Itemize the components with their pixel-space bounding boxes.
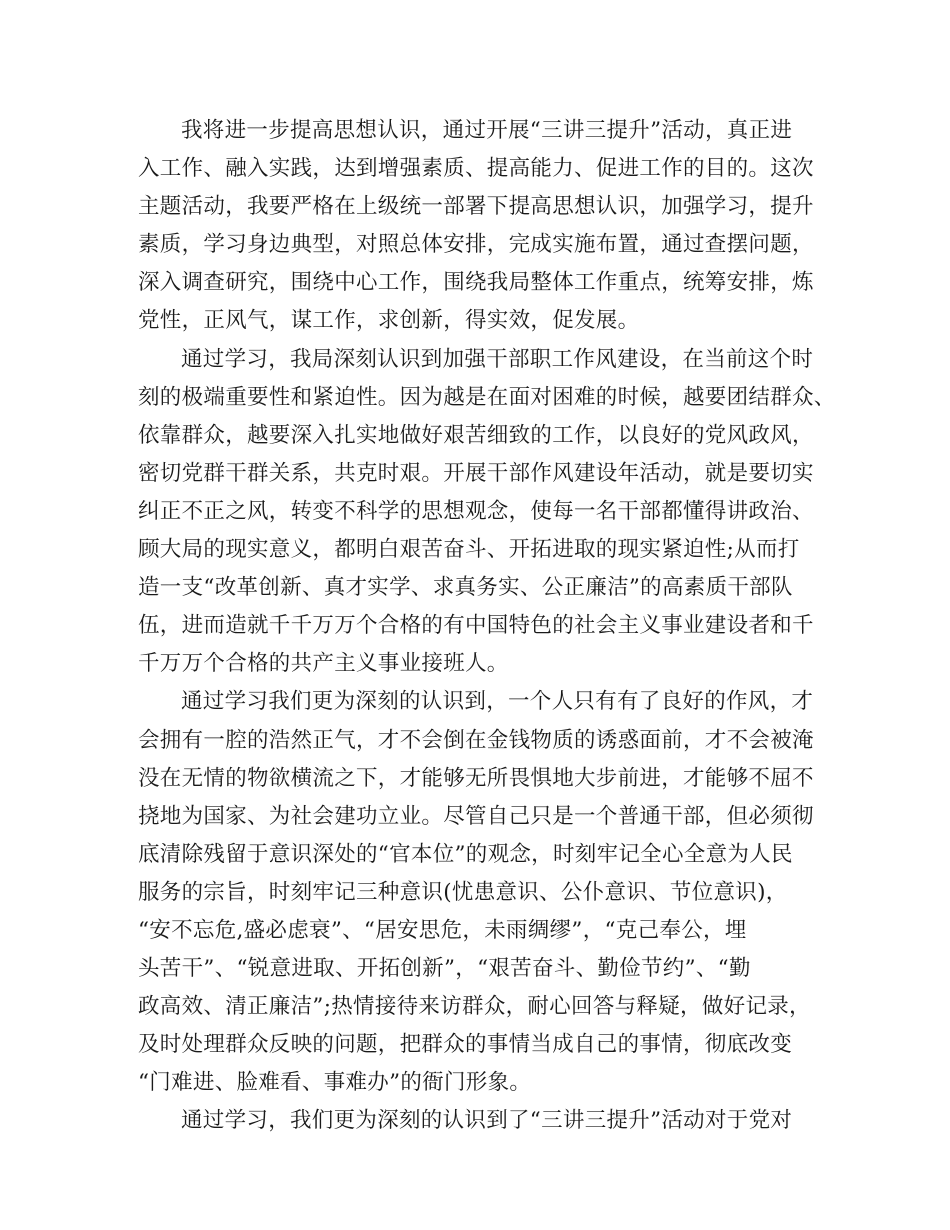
paragraph-2-line-9: 千万万个合格的共产主义事业接班人。: [138, 651, 509, 677]
paragraph-3-line-1: 通过学习我们更为深刻的认识到，一个人只有有了良好的作风，才: [181, 689, 814, 715]
paragraph-3-line-2: 会拥有一腔的浩然正气，才不会倒在金钱物质的诱惑面前，才不会被淹: [138, 727, 814, 753]
paragraph-2-line-7: 造一支“改革创新、真才实学、求真务实、公正廉洁”的高素质干部队: [138, 575, 793, 601]
paragraph-1-line-6: 党性，正风气，谋工作，求创新，得实效，促发展。: [138, 308, 640, 334]
paragraph-3-line-11: “门难进、脸难看、事难办”的衙门形象。: [138, 1070, 532, 1096]
paragraph-1-line-3: 主题活动，我要严格在上级统一部署下提高思想认识，加强学习，提升: [138, 194, 814, 220]
paragraph-3-line-5: 底清除残留于意识深处的“官本位”的观念，时刻牢记全心全意为人民: [138, 841, 793, 867]
paragraph-3-line-7: “安不忘危,盛必虑衰”、“居安思危，未雨绸缪”，“克己奉公，埋: [138, 917, 747, 943]
paragraph-3-line-9: 政高效、清正廉洁”;热情接待来访群众，耐心回答与释疑，做好记录，: [138, 994, 811, 1020]
paragraph-3-line-8: 头苦干”、“锐意进取、开拓创新”，“艰苦奋斗、勤俭节约”、“勤: [138, 956, 751, 982]
document-body: [138, 112, 836, 1141]
paragraph-2-line-8: 伍，进而造就千千万万个合格的有中国特色的社会主义事业建设者和千: [138, 613, 814, 639]
paragraph-1-line-5: 深入调查研究，围绕中心工作，围绕我局整体工作重点，统筹安排，炼: [138, 270, 814, 296]
paragraph-4-line-1: 通过学习，我们更为深刻的认识到了“三讲三提升”活动对于党对: [181, 1108, 793, 1134]
paragraph-1-line-1: 我将进一步提高思想认识，通过开展“三讲三提升”活动，真正进: [181, 118, 793, 143]
paragraph-3-line-6: 服务的宗旨，时刻牢记三种意识(忧患意识、公仆意识、节位意识)，: [138, 879, 788, 905]
paragraph-1-line-4: 素质，学习身边典型，对照总体安排，完成实施布置，通过查摆问题，: [138, 232, 814, 258]
paragraph-2-line-1: 通过学习，我局深刻认识到加强干部职工作风建设，在当前这个时: [181, 346, 814, 372]
paragraph-1-line-2: 入工作、融入实践，达到增强素质、提高能力、促进工作的目的。这次: [138, 156, 814, 182]
paragraph-2-line-4: 密切党群干群关系，共克时艰。开展干部作风建设年活动，就是要切实: [138, 460, 814, 486]
paragraph-3-line-3: 没在无情的物欲横流之下，才能够无所畏惧地大步前进，才能够不屈不: [138, 765, 814, 791]
paragraph-2-line-2: 刻的极端重要性和紧迫性。因为越是在面对困难的时候，越要团结群众、: [138, 384, 836, 410]
paragraph-2-line-5: 纠正不正之风，转变不科学的思想观念，使每一名干部都懂得讲政治、: [138, 498, 814, 524]
paragraph-3-line-10: 及时处理群众反映的问题，把群众的事情当成自己的事情，彻底改变: [138, 1032, 793, 1058]
paragraph-2-line-3: 依靠群众，越要深入扎实地做好艰苦细致的工作，以良好的党风政风，: [138, 422, 814, 448]
paragraph-2-line-6: 顾大局的现实意义，都明白艰苦奋斗、开拓进取的现实紧迫性;从而打: [138, 537, 800, 563]
paragraph-3-line-4: 挠地为国家、为社会建功立业。尽管自己只是一个普通干部，但必须彻: [138, 803, 814, 829]
